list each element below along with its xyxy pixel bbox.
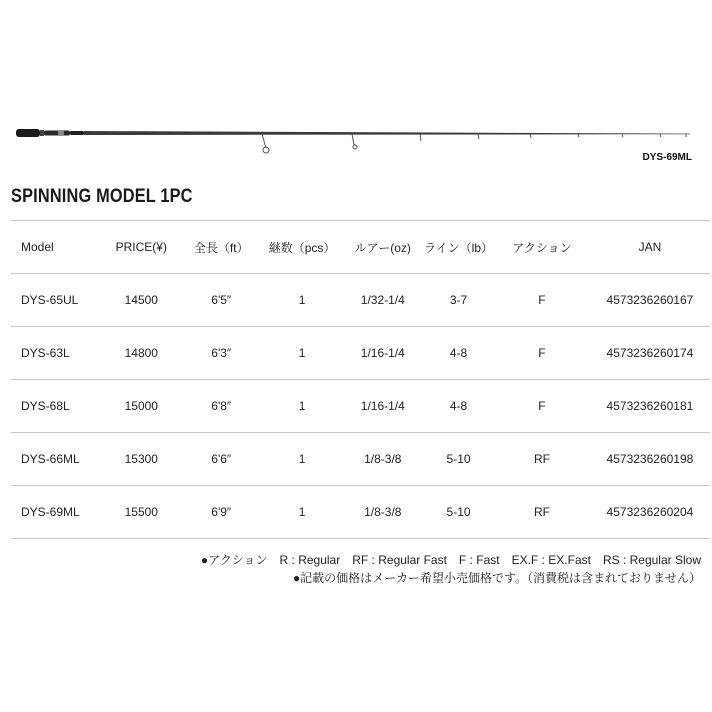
cell-length: 6'6″ xyxy=(181,433,262,486)
price-note: ●記載の価格はメーカー希望小売価格です。（消費税は含まれておりません） xyxy=(292,571,701,585)
cell-price: 15300 xyxy=(102,433,181,486)
cell-price: 15500 xyxy=(102,486,181,539)
cell-lure: 1/8-3/8 xyxy=(343,433,424,486)
cell-model: DYS-63L xyxy=(11,327,102,380)
table-header-row xyxy=(11,221,710,274)
cell-length: 6'5″ xyxy=(181,274,262,327)
cell-model: DYS-65UL xyxy=(11,274,102,327)
header-model: Model xyxy=(11,221,102,274)
cell-pieces: 1 xyxy=(262,274,343,327)
cell-length: 6'3″ xyxy=(181,327,262,380)
rod-image-label: DYS-69ML xyxy=(642,152,692,163)
cell-jan: 4573236260167 xyxy=(590,274,710,327)
spec-table xyxy=(11,220,710,539)
cell-lure: 1/32-1/4 xyxy=(343,274,424,327)
cell-action: RF xyxy=(494,433,590,486)
cell-line: 3-7 xyxy=(423,274,494,327)
cell-lure: 1/8-3/8 xyxy=(343,486,424,539)
header-action: アクション xyxy=(494,221,590,274)
cell-model: DYS-69ML xyxy=(11,486,102,539)
header-line: ライン（lb） xyxy=(423,221,494,274)
cell-length: 6'8″ xyxy=(181,380,262,433)
rod-product-image xyxy=(0,118,712,168)
cell-action: F xyxy=(494,380,590,433)
cell-price: 15000 xyxy=(102,380,181,433)
notes xyxy=(201,551,701,587)
table-row xyxy=(11,433,710,486)
cell-model: DYS-66ML xyxy=(11,433,102,486)
cell-line: 5-10 xyxy=(423,486,494,539)
cell-action: RF xyxy=(494,486,590,539)
header-lure: ルアー(oz) xyxy=(343,221,424,274)
cell-jan: 4573236260198 xyxy=(590,433,710,486)
header-length: 全長（ft） xyxy=(181,221,262,274)
header-price: PRICE(¥) xyxy=(102,221,181,274)
cell-pieces: 1 xyxy=(262,380,343,433)
cell-line: 4-8 xyxy=(423,327,494,380)
table-row xyxy=(11,327,710,380)
cell-jan: 4573236260204 xyxy=(590,486,710,539)
cell-length: 6'9″ xyxy=(181,486,262,539)
cell-line: 4-8 xyxy=(423,380,494,433)
cell-pieces: 1 xyxy=(262,433,343,486)
action-legend-note: ●アクション R : Regular RF : Regular Fast F : Fast EX.F : EX.Fast RS : Regular Slow xyxy=(200,553,701,567)
cell-pieces: 1 xyxy=(262,486,343,539)
header-jan: JAN xyxy=(590,221,710,274)
cell-price: 14800 xyxy=(102,327,181,380)
table-row xyxy=(11,380,710,433)
header-pieces: 継数（pcs） xyxy=(262,221,343,274)
table-row xyxy=(11,486,710,539)
cell-action: F xyxy=(494,274,590,327)
cell-line: 5-10 xyxy=(423,433,494,486)
cell-lure: 1/16-1/4 xyxy=(343,327,424,380)
cell-model: DYS-68L xyxy=(11,380,102,433)
cell-price: 14500 xyxy=(102,274,181,327)
section-title: SPINNING MODEL 1PC xyxy=(11,186,193,207)
cell-lure: 1/16-1/4 xyxy=(343,380,424,433)
table-row xyxy=(11,274,710,327)
cell-jan: 4573236260181 xyxy=(590,380,710,433)
cell-action: F xyxy=(494,327,590,380)
cell-jan: 4573236260174 xyxy=(590,327,710,380)
cell-pieces: 1 xyxy=(262,327,343,380)
